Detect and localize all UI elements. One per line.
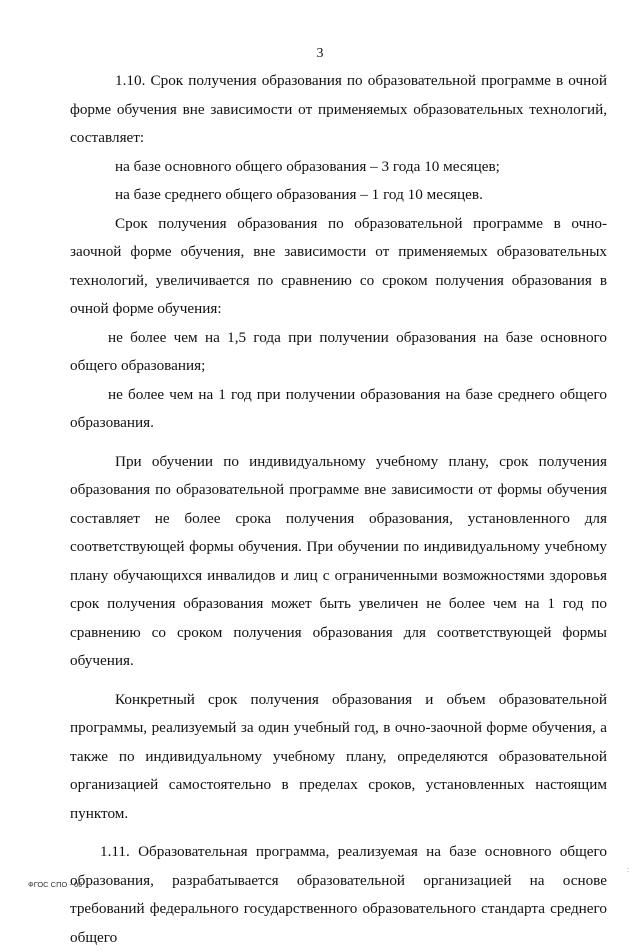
list-item-part-time-basic: не более чем на 1,5 года при получении образования на базе основного общего образования; — [70, 328, 607, 374]
paragraph-specific-duration: Конкретный срок получения образования и объем образовательной программы, реализуемый за один учебный год, в очно-заочной форме обучения, а также по индивидуальному учебному плану, определяются образовательной организацией самостоятельно в пределах сроков, установленных настоящим пунктом. — [70, 690, 607, 822]
list-item-secondary-general: на базе среднего общего образования – 1 год 10 месяцев. — [115, 186, 483, 203]
list-item-basic-general: на базе основного общего образования – 3 года 10 месяцев; — [115, 157, 500, 175]
page-number: 3 — [316, 46, 324, 61]
list-item-part-time-secondary: не более чем на 1 год при получении образования на базе среднего общего образования. — [70, 385, 607, 431]
edge-mark: : — [627, 867, 629, 874]
paragraph-part-time-duration: Срок получения образования по образовательной программе в очно-заочной форме обучения, вне зависимости от применяемых образовательных технологий, увеличивается по сравнению со сроком получения образования в очной форме обучения: — [70, 214, 607, 317]
paragraph-1-10: 1.10. Срок получения образования по образовательной программе в очной форме обучения вне зависимости от применяемых образовательных технологий, составляет: — [70, 72, 607, 146]
paragraph-individual-plan: При обучении по индивидуальному учебному плану, срок получения образования по образовательной программе вне зависимости от формы обучения составляет не более срока получения образования, установленного для соответствующей формы обучения. При обучении по индивидуальному учебному плану обучающихся инвалидов и лиц с ограниченными возможностями здоровья срок получения образования может быть увеличен не более чем на 1 год по сравнению со сроком получения образования для соответствующей формы обучения. — [70, 452, 607, 669]
document-body — [70, 67, 607, 952]
footer-doc-code: ФГОС СПО - 06 — [28, 880, 83, 889]
paragraph-1-11: 1.11. Образовательная программа, реализуемая на базе основного общего образования, разрабатывается образовательной организацией на основе требований федерального государственного образовательного стандарта среднего общего — [70, 843, 607, 946]
